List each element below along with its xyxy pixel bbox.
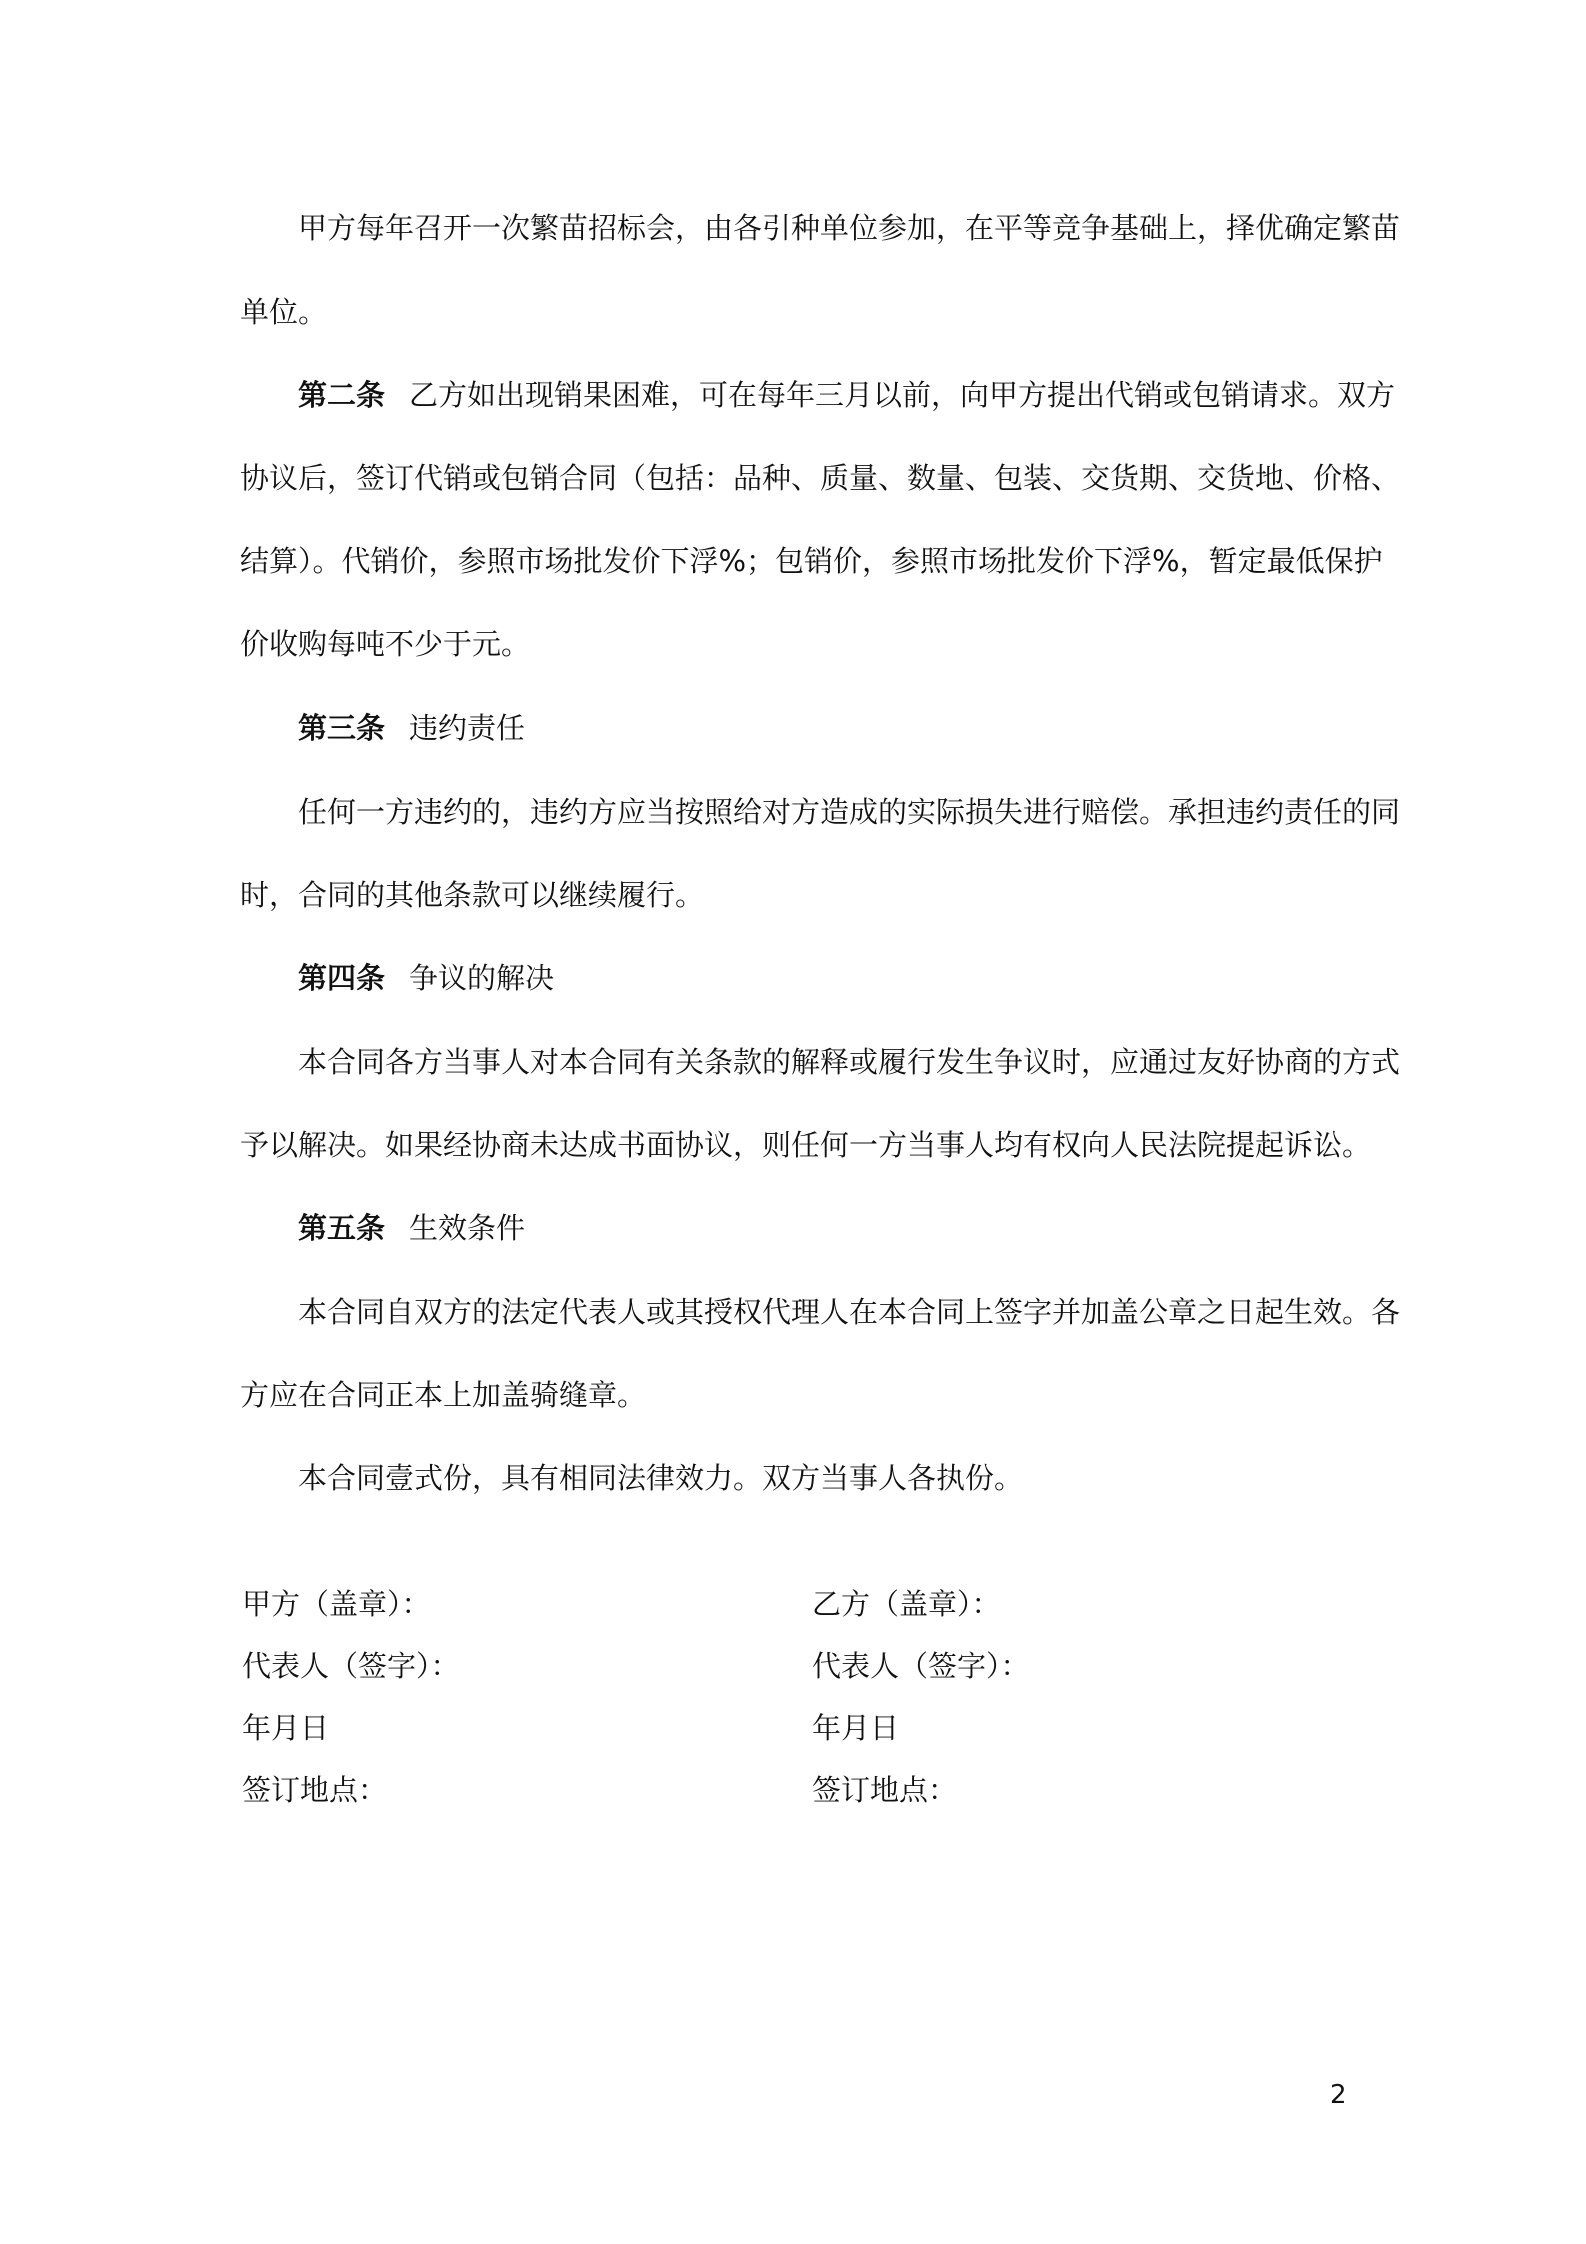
paragraph-line: 本合同各方当事人对本合同有关条款的解释或履行发生争议时，应通过友好协商的方式 [298, 1045, 1401, 1079]
party-a-place-label: 签订地点： [242, 1773, 388, 1807]
paragraph-line: 协议后，签订代销或包销合同（包括：品种、质量、数量、包装、交货期、交货地、价格、 [240, 461, 1401, 495]
party-b-rep-label: 代表人（签字）： [812, 1649, 1030, 1683]
article-4-heading-line [298, 958, 1350, 998]
paragraph-line: 结算）。代销价，参照市场批发价下浮%；包销价，参照市场批发价下浮%，暂定最低保护 [240, 544, 1383, 578]
paragraph-line: 予以解决。如果经协商未达成书面协议，则任何一方当事人均有权向人民法院提起诉讼。 [240, 1128, 1372, 1162]
paragraph-line: 单位。 [240, 295, 328, 329]
party-b-date-label: 年月日 [812, 1711, 900, 1745]
paragraph-line: 本合同壹式份，具有相同法律效力。双方当事人各执份。 [298, 1461, 1024, 1495]
article-2-text: 乙方如出现销果困难，可在每年三月以前，向甲方提出代销或包销请求。双方 [409, 378, 1396, 412]
paragraph-line: 本合同自双方的法定代表人或其授权代理人在本合同上签字并加盖公章之日起生效。各 [298, 1295, 1401, 1329]
paragraph-line: 甲方每年召开一次繁苗招标会，由各引种单位参加，在平等竞争基础上，择优确定繁苗 [298, 211, 1401, 245]
party-b-place-label: 签订地点： [812, 1773, 958, 1807]
party-a-seal-label: 甲方（盖章）： [242, 1587, 431, 1621]
article-2-line-1 [298, 375, 1396, 415]
paragraph-line: 任何一方违约的，违约方应当按照给对方造成的实际损失进行赔偿。承担违约责任的同 [298, 795, 1401, 829]
party-b-seal-label: 乙方（盖章）： [812, 1587, 1001, 1621]
article-2-heading: 第二条 [298, 378, 386, 412]
article-5-heading: 第五条 [298, 1211, 386, 1245]
paragraph-line: 价收购每吨不少于元。 [240, 627, 531, 661]
article-3-heading-line [298, 708, 1350, 748]
article-4-title: 争议的解决 [409, 961, 555, 995]
article-4-heading: 第四条 [298, 961, 386, 995]
party-a-rep-label: 代表人（签字）： [242, 1649, 460, 1683]
article-3-heading: 第三条 [298, 711, 386, 745]
page-number: 2 [1330, 2080, 1347, 2110]
article-5-heading-line [298, 1208, 1350, 1248]
article-5-title: 生效条件 [409, 1211, 526, 1245]
paragraph-line: 方应在合同正本上加盖骑缝章。 [240, 1378, 647, 1412]
party-a-date-label: 年月日 [242, 1711, 330, 1745]
paragraph-line: 时，合同的其他条款可以继续履行。 [240, 878, 705, 912]
article-3-title: 违约责任 [409, 711, 526, 745]
